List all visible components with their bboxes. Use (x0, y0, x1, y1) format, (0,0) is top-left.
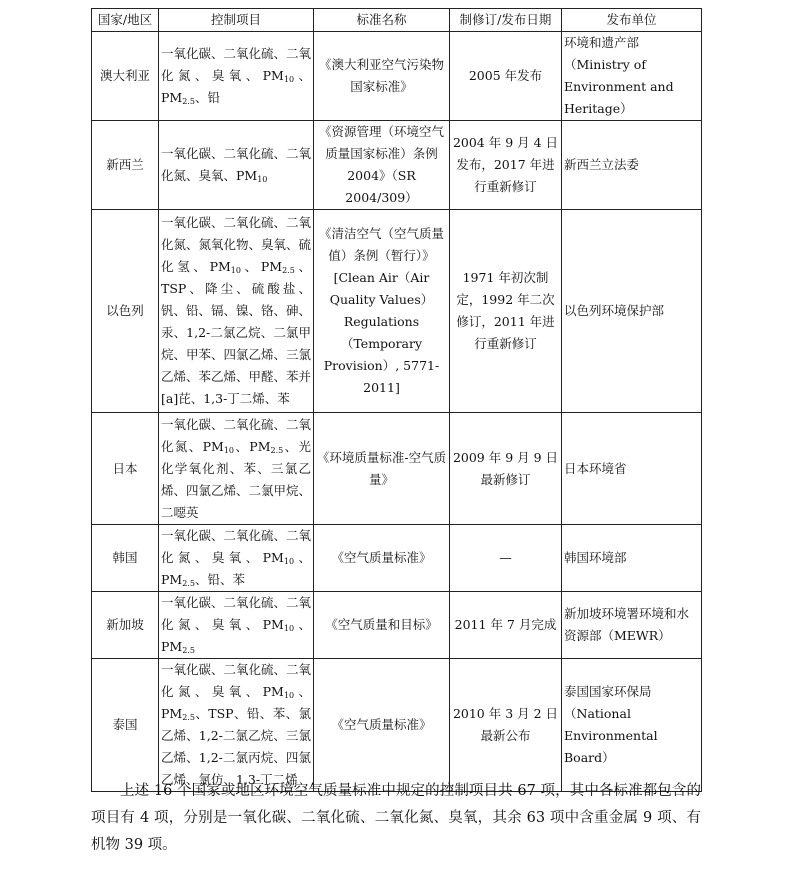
header-items: 控制项目 (159, 9, 314, 32)
country-cell: 日本 (92, 413, 159, 525)
items-cell: 一氧化碳、二氧化硫、二氧化氮、臭氧、$PM_{10}$ (159, 121, 314, 210)
standards-table (91, 8, 702, 792)
org-cell: 新西兰立法委 (562, 121, 702, 210)
date-cell: 2004 年 9 月 4 日发布，2017 年进行重新修订 (450, 121, 562, 210)
items-cell: 一氧化碳、二氧化硫、二氧化氮、氮氧化物、臭氧、硫化氢、$PM_{10}$、$PM_{2.5}$、TSP、降尘、硫酸盐、钒、铅、镉、镍、铬、砷、汞、1,2-二氯乙烷、二氯甲烷、甲苯、四氯乙烯、三氯乙烯、苯乙烯、甲醛、苯并[a]芘、1,3-丁二烯、苯 (159, 210, 314, 413)
header-row (92, 9, 702, 32)
table-row (92, 32, 702, 121)
standard-cell: 《环境质量标准-空气质量》 (314, 413, 450, 525)
country-cell: 新加坡 (92, 592, 159, 659)
summary-text: 上述 16 个国家或地区环境空气质量标准中规定的控制项目共 67 项，其中各标准都包含的项目有 4 项，分别是一氧化碳、二氧化硫、二氧化氮、臭氧，其余 63 项中含重金属 9 项、有机物 39 项。 (91, 783, 701, 853)
standard-cell: 《清洁空气（空气质量值）条例（暂行）》[Clean Air（Air Quality Values） Regulations（Temporary Provision）, 5771-2011] (314, 210, 450, 413)
header-standard: 标准名称 (314, 9, 450, 32)
table-row (92, 210, 702, 413)
date-cell: 2010 年 3 月 2 日最新公布 (450, 659, 562, 792)
org-cell: 泰国国家环保局（National Environmental Board） (562, 659, 702, 792)
country-cell: 以色列 (92, 210, 159, 413)
standard-cell: 《澳大利亚空气污染物国家标准》 (314, 32, 450, 121)
org-cell: 新加坡环境署环境和水资源部（MEWR） (562, 592, 702, 659)
standard-cell: 《空气质量和目标》 (314, 592, 450, 659)
date-cell: — (450, 525, 562, 592)
date-cell: 2011 年 7 月完成 (450, 592, 562, 659)
table-row (92, 121, 702, 210)
items-cell: 一氧化碳、二氧化硫、二氧化氮、臭氧、$PM_{10}$、$PM_{2.5}$ (159, 592, 314, 659)
country-cell: 韩国 (92, 525, 159, 592)
org-cell: 韩国环境部 (562, 525, 702, 592)
country-cell: 澳大利亚 (92, 32, 159, 121)
date-cell: 2005 年发布 (450, 32, 562, 121)
header-country: 国家/地区 (92, 9, 159, 32)
org-cell: 以色列环境保护部 (562, 210, 702, 413)
country-cell: 新西兰 (92, 121, 159, 210)
org-cell: 环境和遗产部（Ministry of Environment and Heritage） (562, 32, 702, 121)
summary-paragraph (91, 778, 701, 859)
header-date: 制修订/发布日期 (450, 9, 562, 32)
table-row (92, 659, 702, 792)
country-cell: 泰国 (92, 659, 159, 792)
org-cell: 日本环境省 (562, 413, 702, 525)
standard-cell: 《空气质量标准》 (314, 525, 450, 592)
items-cell: 一氧化碳、二氧化硫、二氧化氮、臭氧、$PM_{10}$、$PM_{2.5}$、铅、苯 (159, 525, 314, 592)
standard-cell: 《空气质量标准》 (314, 659, 450, 792)
table-row (92, 592, 702, 659)
items-cell: 一氧化碳、二氧化硫、二氧化氮、臭氧、$PM_{10}$、$PM_{2.5}$、铅 (159, 32, 314, 121)
standard-cell: 《资源管理（环境空气质量国家标准）条例 2004》（SR 2004/309） (314, 121, 450, 210)
items-cell: 一氧化碳、二氧化硫、二氧化氮、$PM_{10}$、$PM_{2.5}$、光化学氧化剂、苯、三氯乙烯、四氯乙烯、二氯甲烷、二噁英 (159, 413, 314, 525)
items-cell: 一氧化碳、二氧化硫、二氧化氮、臭氧、$PM_{10}$、$PM_{2.5}$、TSP、铅、苯、氯乙烯、1,2-二氯乙烷、三氯乙烯、1,2-二氯丙烷、四氯乙烯、氯仿、1,3-丁二烯 (159, 659, 314, 792)
table-row (92, 413, 702, 525)
date-cell: 2009 年 9 月 9 日最新修订 (450, 413, 562, 525)
date-cell: 1971 年初次制定，1992 年二次修订，2011 年进行重新修订 (450, 210, 562, 413)
table-row (92, 525, 702, 592)
header-org: 发布单位 (562, 9, 702, 32)
